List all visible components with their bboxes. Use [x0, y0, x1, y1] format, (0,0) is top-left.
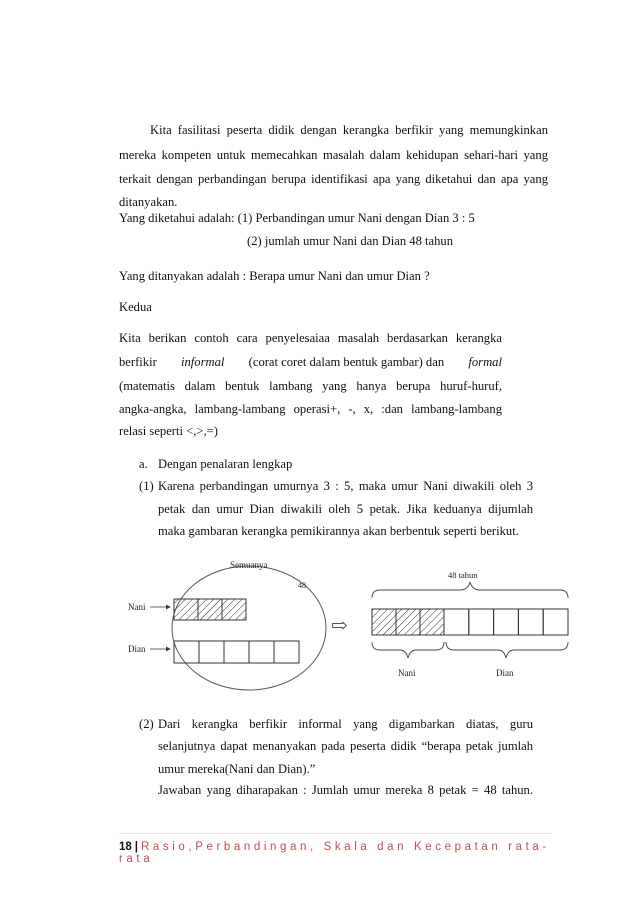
paragraph-2-line-3: (matematis dalam bentuk lambang yang hanya berupa huruf-huruf, [119, 379, 502, 393]
combined-blocks [372, 609, 568, 635]
nani-block [372, 609, 396, 635]
dian-brace [446, 642, 568, 658]
paragraph-2-word-berfikir: berfikir [119, 355, 157, 369]
dian-bottom-label: Dian [496, 668, 514, 678]
nani-brace [372, 642, 444, 658]
nani-block [396, 609, 420, 635]
paragraph-2-line-1: Kita berikan contoh cara penyelesaiaa masalah berdasarkan kerangka [119, 331, 502, 345]
dian-block [543, 609, 568, 635]
paragraph-1-line-1: Kita fasilitasi peserta didik dengan kerangka berfikir yang memungkinkan [150, 123, 548, 137]
dian-label: Dian [128, 644, 146, 654]
known-line-2: (2) jumlah umur Nani dan Dian 48 tahun [247, 234, 454, 248]
total-brace [372, 582, 568, 598]
asked-line: Yang ditanyakan adalah : Berapa umur Nani dan umur Dian ? [119, 269, 430, 283]
dian-block [199, 641, 224, 663]
ratio-diagram [0, 558, 638, 698]
dian-block [469, 609, 494, 635]
nani-block [174, 599, 198, 620]
nani-block [420, 609, 444, 635]
list-marker-a: a. [139, 457, 148, 471]
paragraph-2-phrase: (corat coret dalam bentuk gambar) dan [248, 355, 445, 369]
list-a-label: Dengan penalaran lengkap [158, 457, 293, 471]
page-number: 18 [119, 841, 132, 853]
dian-block [274, 641, 299, 663]
nani-block [198, 599, 222, 620]
semuanya-label: Semuanya [230, 560, 268, 570]
nani-block [222, 599, 246, 620]
item-1-line-3: maka gambaran kerangka pemikirannya akan berbentuk seperti berikut. [158, 524, 519, 538]
dian-block [494, 609, 519, 635]
dian-block [444, 609, 469, 635]
dian-block [249, 641, 274, 663]
item-1-line-1: Karena perbandingan umurnya 3 : 5, maka umur Nani diwakili oleh 3 [158, 479, 533, 493]
total-48-label: 48 [298, 581, 306, 590]
paragraph-2-line-4: angka-angka, lambang-lambang operasi+, -, x, :dan lambang-lambang [119, 402, 502, 416]
paragraph-1-line-2: mereka kompeten untuk memecahkan masalah dalam kehidupan sehari-hari yang [119, 148, 548, 162]
paragraph-2-word-informal: informal [181, 355, 225, 369]
nani-label: Nani [128, 602, 146, 612]
item-1-line-2: petak dan umur Dian diwakili oleh 5 petak. Jika keduanya dijumlah [158, 502, 533, 516]
footer-separator: | [134, 841, 139, 853]
section-heading-kedua: Kedua [119, 300, 152, 314]
item-2-line-4: Jawaban yang diharapakan : Jumlah umur mereka 8 petak = 48 tahun. [158, 783, 533, 797]
dian-blocks [174, 641, 299, 663]
item-2-line-1: Dari kerangka berfikir informal yang digambarkan diatas, guru [158, 717, 533, 731]
transform-arrow-icon: ⇨ [331, 615, 348, 637]
dian-block [518, 609, 543, 635]
item-1-marker: (1) [139, 479, 154, 493]
footer-title: Rasio,Perbandingan, Skala dan Kecepatan rata-rata [119, 841, 550, 865]
paragraph-1-line-3: terkait dengan perbandingan berupa identifikasi apa yang diketahui dan apa yang [119, 172, 548, 186]
paragraph-2-line-2 [119, 354, 502, 370]
dian-block [224, 641, 249, 663]
item-2-line-3: umur mereka(Nani dan Dian).” [158, 762, 316, 776]
total-48-tahun-label: 48 tahun [448, 570, 478, 580]
item-2-marker: (2) [139, 717, 154, 731]
paragraph-2-line-5: relasi seperti <,>,=) [119, 424, 218, 438]
nani-blocks [174, 599, 246, 620]
paragraph-2-word-formal: formal [468, 355, 502, 369]
item-2-line-2: selanjutnya dapat menanyakan pada peserta didik “berapa petak jumlah [158, 739, 533, 753]
paragraph-1-line-4: ditanyakan. [119, 195, 178, 209]
known-line-1: Yang diketahui adalah: (1) Perbandingan umur Nani dengan Dian 3 : 5 [119, 211, 475, 225]
page-footer [119, 833, 551, 865]
nani-bottom-label: Nani [398, 668, 416, 678]
